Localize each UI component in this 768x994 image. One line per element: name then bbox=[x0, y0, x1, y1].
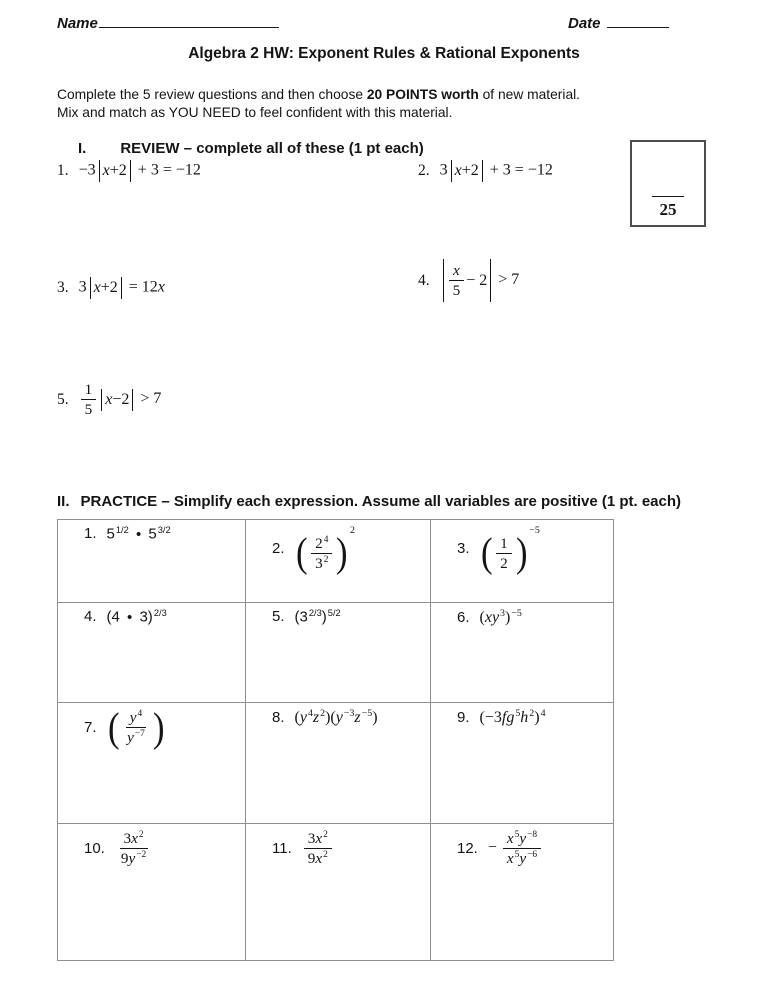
problem-expression: −3 x+2 + 3 = −12 bbox=[79, 160, 201, 182]
date-blank bbox=[607, 14, 669, 28]
problem-expression: ( $\frac{2^4}{3^2}$ ) $^2$ bbox=[295, 525, 355, 576]
problem-expression: $\frac{3x^2}{9y^{-2}}$ bbox=[120, 830, 147, 867]
practice-problem-1 bbox=[84, 525, 243, 543]
problem-number: 4. bbox=[418, 271, 430, 289]
problem-expression: ( $\frac{y^4}{y^{-7}}$ ) bbox=[107, 704, 165, 750]
review-problem-5 bbox=[57, 380, 161, 419]
problem-number: 5. bbox=[272, 608, 285, 626]
practice-problem-7 bbox=[84, 704, 243, 750]
practice-problem-11 bbox=[272, 829, 428, 868]
problem-number: 11. bbox=[272, 840, 292, 857]
problem-number: 1. bbox=[84, 525, 97, 543]
practice-problem-5 bbox=[272, 608, 428, 626]
problem-expression: 3 x+2 = 12x bbox=[79, 277, 165, 299]
problem-expression: − $\frac{x^5y^{-8}}{x^5y^{-6}}$ bbox=[488, 829, 543, 868]
practice-problem-12 bbox=[457, 829, 611, 868]
problem-expression: $\frac{3x^2}{9x^2}$ bbox=[302, 829, 334, 868]
practice-problem-10 bbox=[84, 829, 243, 868]
name-blank bbox=[99, 14, 279, 28]
practice-cell-2 bbox=[246, 520, 431, 603]
name-row bbox=[57, 14, 279, 32]
practice-cell-6 bbox=[431, 603, 613, 703]
intro-line-1-pre: Complete the 5 review questions and then choose bbox=[57, 87, 367, 102]
review-problem-4 bbox=[418, 259, 519, 302]
intro-paragraph bbox=[57, 86, 717, 121]
section-practice-heading bbox=[57, 493, 681, 510]
review-problem-1 bbox=[57, 160, 201, 182]
review-problem-3 bbox=[57, 277, 165, 299]
problem-expression: $(y^4z^2)(y^{-3}z^{-5})$ bbox=[294, 708, 378, 726]
problem-expression: $(-3fg^5h^2)^4$ bbox=[479, 708, 546, 726]
problem-number: 12. bbox=[457, 840, 478, 857]
score-box bbox=[630, 140, 706, 227]
section-review-numeral: I. bbox=[78, 140, 87, 157]
problem-expression: 3 x+2 + 3 = −12 bbox=[440, 160, 553, 182]
problem-number: 8. bbox=[272, 708, 285, 726]
intro-line-2: Mix and match as YOU NEED to feel confident with this material. bbox=[57, 104, 453, 120]
problem-expression: $\frac{1}{5}$ x−2 > 7 bbox=[79, 380, 162, 419]
section-practice-numeral: II. bbox=[57, 493, 70, 510]
review-problem-2 bbox=[418, 160, 553, 182]
practice-cell-9 bbox=[431, 703, 613, 824]
problem-expression: $\frac{x}{5}$ − 2 > 7 bbox=[440, 259, 520, 302]
problem-number: 7. bbox=[84, 719, 97, 736]
problem-number: 10. bbox=[84, 840, 105, 857]
date-label: Date bbox=[568, 15, 601, 32]
practice-cell-8 bbox=[246, 703, 431, 824]
practice-cell-5 bbox=[246, 603, 431, 703]
practice-problem-3 bbox=[457, 525, 611, 576]
practice-problem-6 bbox=[457, 608, 611, 627]
score-total: 25 bbox=[659, 200, 677, 219]
name-label: Name bbox=[57, 15, 98, 32]
problem-expression: ( $\frac{1}{2}$ ) $^{-5}$ bbox=[480, 525, 540, 576]
problem-number: 3. bbox=[457, 540, 470, 558]
page-title: Algebra 2 HW: Exponent Rules & Rational Exponents bbox=[188, 45, 580, 62]
problem-number: 3. bbox=[57, 279, 69, 296]
practice-cell-4 bbox=[58, 603, 246, 703]
problem-number: 1. bbox=[57, 162, 69, 179]
section-review-heading bbox=[78, 140, 424, 157]
problem-number: 4. bbox=[84, 608, 97, 626]
practice-problem-9 bbox=[457, 708, 611, 727]
section-practice-heading-text: PRACTICE – Simplify each expression. Assume all variables are positive (1 pt. each) bbox=[80, 493, 682, 510]
practice-cell-11 bbox=[246, 824, 431, 960]
problem-number: 2. bbox=[418, 162, 430, 179]
problem-expression: (4 • 3)$^{2/3}$ bbox=[106, 608, 167, 626]
practice-table bbox=[57, 519, 614, 961]
problem-number: 5. bbox=[57, 390, 69, 408]
intro-line-1-bold: 20 POINTS worth bbox=[366, 87, 479, 102]
intro-line-1 bbox=[57, 86, 717, 104]
date-row bbox=[568, 14, 669, 32]
practice-cell-1 bbox=[58, 520, 246, 603]
problem-expression: $5^{1/2}$ • $5^{3/2}$ bbox=[106, 525, 171, 543]
practice-cell-10 bbox=[58, 824, 246, 960]
problem-expression: $(xy^3)^{-5}$ bbox=[479, 608, 522, 626]
score-blank-line bbox=[652, 191, 684, 197]
intro-line-1-post: of new material. bbox=[478, 87, 581, 102]
practice-problem-4 bbox=[84, 608, 243, 626]
problem-number: 9. bbox=[457, 708, 470, 726]
section-review-heading-text: REVIEW – complete all of these (1 pt each) bbox=[120, 140, 424, 157]
practice-cell-3 bbox=[431, 520, 613, 603]
practice-problem-8 bbox=[272, 708, 428, 727]
problem-expression: $(3^{2/3})^{5/2}$ bbox=[294, 608, 341, 626]
practice-cell-7 bbox=[58, 703, 246, 824]
problem-number: 6. bbox=[457, 608, 470, 626]
practice-problem-2 bbox=[272, 525, 428, 576]
problem-number: 2. bbox=[272, 540, 285, 558]
practice-cell-12 bbox=[431, 824, 613, 960]
